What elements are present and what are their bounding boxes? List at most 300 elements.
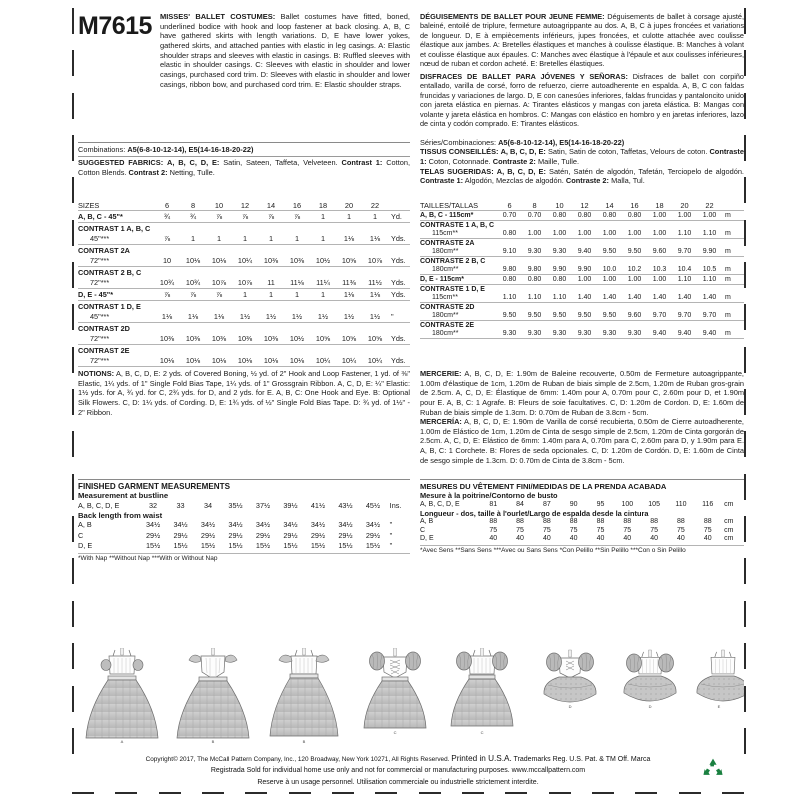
yardage-value: 9.50 [602,248,617,256]
yardage-value: 9.90 [552,266,567,274]
nap-note-metric: *Avec Sens **Sans Sens ***Avec ou Sans Sens *Con Pelillo **Sin Pelillo ***Con o Sin Pelillo [420,545,744,555]
yardage-row [78,256,410,267]
size-header-6: 6 [507,200,512,210]
yardage-row [78,333,410,344]
yardage-row-label: 45"*** [90,234,110,244]
yardage-value: 1 [294,290,300,299]
yardage-unit: Yds. [391,333,406,343]
yardage-value: 1.00 [527,230,542,238]
yardage-value: 1.00 [602,276,617,283]
fgm-back-value: 75 [489,526,498,534]
yardage-value: 10.3 [652,266,667,274]
yardage-row-label: 115cm** [432,230,458,238]
yardage-group-label: CONTRAST 2E [78,345,130,355]
yardage-group-header [420,303,744,311]
english-description [160,12,410,89]
fgm-back-unit: " [389,541,393,551]
yardage-value: 10⅞ [367,256,383,266]
fgm-back-value: 88 [650,518,659,526]
fabrics-c2-es: Malla, Tul. [611,176,645,186]
yardage-value: 10⅛ [211,355,227,365]
fgm-bust-value: 39½ [283,501,298,511]
fabrics-label-es: TELAS SUGERIDAS: [420,166,494,176]
notions-text-es: A, B, C, D, E: 1.90m de Varilla de corsé recubierta, 0.50m de Cierre autoadherente, 1.00m de Elástico de 1cm, 1.20m de Cinta de sesgo simple de 2.5cm, 1.20m de Cinta gorgorán de 2.5cm. A, C, D, E: Elástico de 6mm: 1.40m para A, 0.70m para C, 2.60m para D, y 1.90m para E. A, B, C: 1 Corchete. B: Flores de seda opcionales. C, D: 1.20m de Cordón. D, E: 1.60m de Cinta de sesgo simple de 1.3cm. D: 0.70m de Cinta de 3.8cm - 5cm. [420,417,744,465]
svg-text:D: D [648,704,652,709]
fgm-back-value: 29½ [173,530,188,540]
fgm-bust-label: A, B, C, D, E [78,501,120,511]
fgm-back-value: 88 [677,518,685,526]
yardage-value: 1 [242,234,248,244]
fgm-bust-table-imperial [78,500,410,510]
size-header-6: 6 [164,200,170,210]
yardage-value: 1⅛ [213,311,225,321]
fgm-bust-unit: Ins. [389,501,402,511]
yardage-unit: Yds. [391,234,406,244]
fgm-bust-table-metric [420,500,744,508]
yardage-value: 9.40 [577,248,592,256]
fgm-bust-value: 41½ [310,501,326,511]
fgm-back-unit: " [389,530,393,540]
fabrics-c1-label-es: Contraste 1: [420,176,464,186]
fgm-back-value: 15½ [338,541,353,551]
fabrics-views-en: A, B, C, D, E: [167,158,220,168]
fgm-back-value: 15½ [365,541,381,551]
yardage-row [78,289,410,300]
yardage-value: 1⅛ [343,234,355,244]
yardage-size-header-row [420,200,744,211]
yardage-unit: m [725,293,731,301]
yardage-value: 1½ [265,311,277,321]
fgm-back-value: 75 [542,526,551,534]
yardage-value: 9.30 [602,329,617,337]
yardage-value: 10.5 [702,266,717,274]
yardage-group-label: CONTRASTE 2D [420,303,475,311]
fgm-back-value: 15½ [255,541,271,551]
yardage-row-label: 180cm** [432,248,459,256]
yardage-group-header [78,245,410,255]
yardage-value: ⅞ [189,290,197,299]
fabrics-list-en: Satin, Sateen, Taffeta, Velveteen. [223,158,338,168]
yardage-value: 9.30 [552,248,567,256]
footer-trademark-text: Trademarks Reg. U.S. Pat. & TM Off. Marca [513,756,651,763]
yardage-value: 10⅜ [263,333,279,343]
yardage-value: 1 [320,212,326,222]
yardage-group-label: CONTRAST 2D [78,323,130,333]
yardage-group-label: CONTRASTE 1 A, B, C [420,222,495,230]
yardage-row [420,266,744,275]
yardage-value: 1.40 [602,293,617,301]
yardage-row-label: 72"*** [90,333,110,343]
svg-text:E: E [717,704,721,709]
notions-label-es: MERCERÍA: [420,417,462,427]
fgm-back-sub-imperial: Back length from waist [78,510,163,520]
yardage-value: 10⅞ [237,278,253,288]
fgm-bust-value: 100 [621,501,634,509]
yardage-value: 10⅛ [185,355,201,365]
yardage-group-label: CONTRAST 2A [78,246,130,256]
fgm-back-value: 40 [623,535,632,543]
fgm-back-unit: cm [724,526,734,534]
yardage-value: 9.60 [652,248,667,256]
size-header-22: 22 [370,200,380,210]
fgm-bust-sub-imperial: Measurement at bustline [78,491,169,501]
yardage-value: 1 [372,212,378,222]
fgm-title-imperial: FINISHED GARMENT MEASUREMENTS [78,482,230,492]
spanish-description [420,72,744,129]
svg-text:B: B [302,739,306,744]
yardage-row-label: D, E - 115cm* [420,276,464,283]
yardage-unit: m [725,212,731,220]
combinations-en [78,145,410,155]
garment-line-drawings [78,648,744,744]
yardage-value: 10¼ [367,355,383,365]
fgm-back-value: 75 [703,526,712,534]
fgm-back-value: 29½ [228,530,243,540]
fgm-bust-value: 43½ [338,501,353,511]
yardage-value: 9.70 [652,311,667,319]
size-header-8: 8 [532,200,537,210]
fabrics-c1-label-en: Contrast 1: [341,158,383,168]
fgm-back-row [78,540,410,550]
yardage-value: 1.00 [577,276,592,283]
fgm-back-table-metric [420,518,744,543]
yardage-value: 0.80 [552,276,567,283]
fgm-back-value: 75 [677,526,685,534]
yardage-value: 9.40 [652,329,667,337]
yardage-unit: Yd. [391,212,402,222]
fgm-back-row [420,518,744,526]
yardage-value: 0.70 [527,212,542,220]
suggested-fabrics-fr [420,147,744,166]
fgm-back-value: 29½ [255,530,271,540]
pattern-number: M7615 [78,12,152,40]
fgm-back-value: 40 [542,535,551,543]
yardage-value: 1.10 [702,276,717,283]
yardage-value: 1⅛ [161,311,173,321]
yardage-value: 1⅛ [369,234,381,244]
suggested-fabrics-es [420,167,744,186]
fgm-back-unit: cm [724,518,734,526]
yardage-value: 1.10 [552,293,567,301]
fgm-bust-value: 90 [569,501,578,509]
svg-text:A: A [120,739,124,744]
fabrics-label-fr: TISSUS CONSEILLÉS: [420,147,499,157]
yardage-value: ⅞ [293,212,301,222]
fgm-bust-value: 81 [489,501,498,509]
yardage-value: 11¼ [316,278,330,288]
yardage-value: 0.80 [527,276,542,283]
fabrics-c2-en: Netting, Tulle. [169,168,215,178]
yardage-value: 1.00 [627,276,642,283]
notions-label-en: NOTIONS: [78,369,115,379]
yardage-value: 9.30 [527,248,542,256]
yardage-unit: Yds. [391,290,406,299]
yardage-group-label: CONTRAST 1 A, B, C [78,224,151,234]
fgm-back-value: 29½ [283,530,298,540]
fgm-back-value: 29½ [200,530,216,540]
fgm-back-value: 34½ [310,520,326,530]
yardage-size-header-row [78,200,410,211]
fgm-bust-sub-metric: Mesure à la poitrine/Contorno de busto [420,491,558,501]
yardage-value: 10.0 [602,266,617,274]
yardage-value: 9.10 [502,248,517,256]
yardage-value: 1.00 [577,230,592,238]
yardage-value: 1.00 [652,276,667,283]
svg-text:D: D [568,704,572,709]
yardage-value: 11⅜ [342,278,356,288]
yardage-value: ¾ [189,212,197,222]
size-header-16: 16 [630,200,639,210]
size-header-18: 18 [318,200,328,210]
yardage-value: 1.10 [677,230,692,238]
size-header-14: 14 [266,200,276,210]
fgm-back-value: 75 [650,526,659,534]
yardage-value: 1.00 [652,212,667,220]
fgm-bust-value: 34 [203,501,213,511]
yardage-value: 1.40 [627,293,642,301]
yardage-group-header [78,323,410,333]
yardage-value: 1 [294,234,300,244]
fabrics-c2-label-en: Contrast 2: [128,168,168,178]
yardage-group-header [78,224,410,234]
yardage-unit: Yds. [391,355,406,365]
yardage-value: 1 [268,234,274,244]
recycle-icon [700,756,726,787]
yardage-value: 1.00 [627,230,642,238]
fgm-back-value: 75 [623,526,632,534]
yardage-value: 10⅜ [289,256,305,266]
yardage-unit: m [725,266,731,274]
fgm-back-value: 15½ [310,541,326,551]
fgm-back-value: 15½ [173,541,188,551]
french-title: DÉGUISEMENTS DE BALLET POUR JEUNE FEMME: [420,12,605,21]
combinations-label-fr: Séries/Combinaciones: [420,137,496,147]
yardage-value: 9.80 [502,266,517,274]
yardage-value: 1.40 [652,293,667,301]
fgm-bust-label: A, B, C, D, E [420,501,460,509]
yardage-value: ⅞ [215,212,223,222]
fgm-back-value: 34½ [228,520,243,530]
size-header-label: TAILLES/TALLAS [420,200,479,210]
svg-text:C: C [480,730,484,735]
yardage-value: 9.80 [527,266,542,274]
footer-line-2: Registrada Sold for individual home use only and not for commercial or manufacturing purposes. www.mccallpattern.com [210,767,586,775]
yardage-value: 1½ [291,311,303,321]
yardage-value: 9.50 [627,248,642,256]
fgm-back-value: 88 [569,518,578,526]
yardage-unit: m [725,276,731,283]
fgm-back-value: 88 [623,518,632,526]
yardage-row-label: D, E - 45"* [78,290,114,299]
yardage-value: 10⅜ [211,333,227,343]
yardage-row [420,248,744,257]
yardage-value: 11½ [368,278,382,288]
fabrics-c1-fr: Coton, Cotonnade. [428,157,491,167]
copyright-footer [78,752,718,788]
fgm-back-value: 88 [542,518,551,526]
yardage-value: 10¼ [237,256,253,266]
fgm-back-label: D, E [78,541,93,551]
yardage-value: 10¼ [341,355,357,365]
yardage-row [420,275,744,284]
svg-text:C: C [393,730,397,735]
yardage-value: 1.00 [652,230,667,238]
yardage-value: ⅞ [267,212,275,222]
yardage-value: 9.50 [552,311,567,319]
yardage-group-label: CONTRAST 1 D, E [78,301,141,311]
spanish-title: DISFRACES DE BALLET PARA JÓVENES Y SEÑORAS: [420,71,628,81]
yardage-value: 10.2 [627,266,642,274]
fgm-back-value: 15½ [145,541,161,551]
fgm-back-value: 88 [703,518,712,526]
size-header-14: 14 [605,200,614,210]
yardage-value: 1 [242,290,248,299]
fgm-bust-value: 35½ [228,501,243,511]
yardage-value: 10¼ [315,355,331,365]
yardage-group-header [78,345,410,355]
fgm-back-value: 29½ [310,530,326,540]
fabrics-c1-en: Cotton, Cotton Blends. [78,158,411,178]
size-header-20: 20 [680,200,689,210]
yardage-value: 1.10 [527,293,542,301]
fgm-bust-value: 84 [516,501,524,509]
yardage-row [420,212,744,221]
fabrics-c2-label-es: Contraste 2: [565,176,609,186]
yardage-value: 9.40 [702,329,717,337]
combinations-fr [420,138,744,148]
yardage-value: ⅞ [215,290,223,299]
yardage-value: 9.70 [677,248,692,256]
fabrics-c2-fr: Maille, Tulle. [537,157,580,167]
yardage-group-label: CONTRASTE 2 B, C [420,258,486,266]
yardage-value: 10.4 [677,266,692,274]
fgm-back-row [420,526,744,534]
yardage-value: 10⅜ [263,256,279,266]
fgm-back-value: 34½ [145,520,161,530]
size-header-8: 8 [190,200,196,210]
yardage-row-label: A, B, C - 45"* [78,212,123,222]
yardage-value: 9.90 [702,248,717,256]
fgm-back-value: 29½ [365,530,381,540]
size-header-22: 22 [705,200,714,210]
yardage-value: 1.00 [677,212,692,220]
yardage-value: 10⅝ [315,333,331,343]
spanish-description-text: Disfraces de ballet con corpiño entallado, varilla de corsé, forro de refuerzo, cierre autoadherente en espalda. A, B, C con faldas fruncidas y variaciones de largo. D, E con canesúes inferiores, faldas fruncidas y pantaloncito unido con jareta elástica en piernas. A: Tirantes elásticos y mangas con jareta elástica. B: Mangas con volante y jareta elástica en hombros. C: Mangas con elástico en hombro y en jaretas inferiores, lazo de cinta y codón comprado. E: Tirantes elásticos. [420,71,744,129]
yardage-value: 0.80 [627,212,642,220]
fabrics-label-en: SUGGESTED FABRICS: [78,158,164,168]
fgm-title-metric: MESURES DU VÊTEMENT FINI/MEDIDAS DE LA PRENDA ACABADA [420,482,667,492]
fgm-bust-value: 116 [702,501,714,509]
yardage-value: 9.30 [577,329,592,337]
yardage-row-label: 180cm** [432,329,459,337]
footer-line-1 [78,752,718,765]
notions-en [78,369,410,417]
yardage-unit: m [725,311,731,319]
yardage-value: 1 [268,290,274,299]
yardage-row [78,234,410,245]
fgm-back-value: 88 [489,518,498,526]
fgm-bust-value: 45½ [365,501,381,511]
yardage-value: 9.70 [702,311,717,319]
fgm-bust-unit: cm [724,501,734,509]
yardage-value: 1 [346,212,352,222]
french-description [420,12,744,69]
fgm-back-value: 34½ [365,520,381,530]
yardage-unit: m [725,230,731,238]
fgm-back-value: 40 [489,535,498,543]
yardage-row-label: 180cm** [432,311,459,319]
yardage-value: 1 [320,234,326,244]
fgm-bust-value: 37½ [255,501,271,511]
yardage-value: 1.40 [677,293,692,301]
yardage-value: 9.90 [577,266,592,274]
yardage-value: 10⅛ [211,256,227,266]
fabrics-c1-label-fr: Contraste 1: [420,147,744,167]
fgm-bust-value: 33 [176,501,185,511]
yardage-unit: Yds. [391,278,406,288]
fgm-back-label: C [78,530,84,540]
yardage-unit: m [725,248,731,256]
notions-text-en: A, B, C, D, E: 2 yds. of Covered Boning, ½ yd. of 2" Hook and Loop Fastener, 1 yd. of ⅜" Elastic, 1¼ yds. of 1" Single Fold Bias Tape, 1¼ yds. of 1" Grossgrain Ribbon. A, C, D, E: ¼" Elastic: 1½ yds. for A, ¾ yd. for C, 2¾ yds. for D, and 2 yds. for E. A, B, C: One Hook and Eye. B: Optional Silk Flowers. C, D: 1¼ yds. of Cording. D, E: 1¾ yds. of ½" Single Fold Bias Tape. D: ¾ yd. of 1½" - 2" Ribbon. [78,369,410,417]
notions-label-fr: MERCERIE: [420,369,462,379]
fgm-back-value: 75 [596,526,605,534]
yardage-value: 1 [216,234,222,244]
yardage-value: 10⅛ [159,355,175,365]
yardage-row [420,230,744,239]
fgm-bust-value: 32 [148,501,158,511]
yardage-value: 10⅝ [367,333,383,343]
yardage-value: 0.80 [602,212,617,220]
yardage-value: 1.10 [677,276,692,283]
fgm-back-value: 40 [677,535,685,543]
yardage-value: 1.00 [702,212,717,220]
fgm-back-value: 34½ [338,520,353,530]
yardage-value: 11⅛ [290,278,304,288]
yardage-value: 1⅛ [369,290,381,299]
fgm-back-value: 15½ [228,541,243,551]
yardage-value: 10⅝ [341,256,357,266]
size-header-10: 10 [555,200,564,210]
footer-copyright-text: Copyright© 2017, The McCall Pattern Company, Inc., 120 Broadway, New York 10271, All Rights Reserved. [145,756,450,763]
fabrics-list-fr: Satin, Satin de coton, Taffetas, Velours de coton. [547,147,708,157]
yardage-value: 1 [320,290,326,299]
yardage-group-label: CONTRAST 2 B, C [78,268,142,278]
yardage-row [78,212,410,223]
footer-printed-in-usa: Printed in U.S.A. [451,754,512,763]
fgm-back-value: 40 [650,535,659,543]
yardage-row-label: 72"*** [90,278,110,288]
yardage-row [420,293,744,302]
yardage-value: 10⅜ [237,333,253,343]
yardage-value: 11 [267,278,275,288]
fabrics-c2-label-fr: Contraste 2: [492,157,536,167]
yardage-value: 1.40 [702,293,717,301]
yardage-value: 0.80 [552,212,567,220]
size-header-10: 10 [214,200,224,210]
size-header-label: SIZES [78,200,100,210]
combinations-value-en: A5(6-8-10-12-14), E5(14-16-18-20-22) [127,144,254,154]
notions-es [420,417,744,465]
yardage-group-header [78,301,410,311]
yardage-value: 1 [190,234,196,244]
yardage-group-label: CONTRASTE 2E [420,321,475,329]
yardage-value: ⅞ [163,234,171,244]
fgm-bust-value: 95 [596,501,605,509]
yardage-value: 10⅛ [263,355,279,365]
notions-text-fr: A, B, C, D, E: 1.90m de Baleine recouverte, 0.50m de Fermeture autoagrippante, 1.00m d'élastique de 1cm, 1.20m de Ruban de biais simple de 2.5cm, 1.20m de Ruban gros-grain de 2.5cm. A, C, D, E: Élastique de 6mm: 1.40m pour A, 0.70m pour C, 2.60m pour D, et 1.90m pour E. A, B, C: 1 Agrafe. B: Fleurs de soie facultatives. C, D: 1.20m de Cordon. D, E: 1.60m de Ruban de biais simple de 1.3cm. D: 0.70m de Ruban de 3.8cm - 5cm. [420,369,744,417]
fgm-back-unit: cm [724,535,734,543]
fabrics-views-es: A, B, C, D, E: [496,166,546,176]
